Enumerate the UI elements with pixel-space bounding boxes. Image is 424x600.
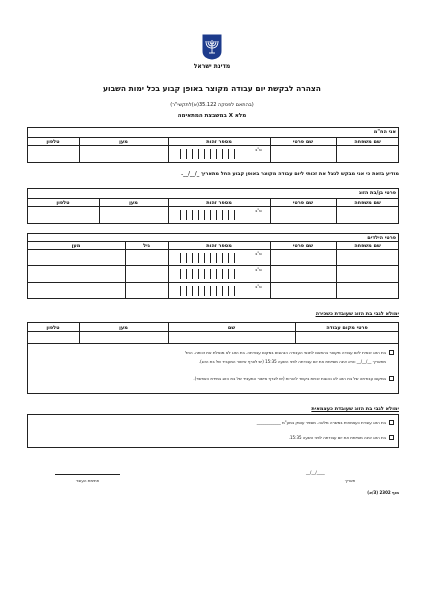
self-employed-option2-text: בת הזוג אינה מסיימת את יום עבודתה לפני השעה 15:35.	[288, 435, 386, 440]
employee-signature-label: חתימת העובד	[75, 478, 100, 483]
spouse-section-title: פרטי בן/בת הזוג	[358, 190, 396, 196]
employee-check-digit-label: ס"ב	[255, 147, 262, 152]
spouse-col-id: מספר זהות	[206, 200, 232, 206]
spouse-check-digit-label: ס"ב	[255, 208, 262, 213]
self-employed-option1-checkbox[interactable]	[389, 420, 394, 425]
state-name: מדינת ישראל	[193, 63, 231, 70]
employed-option1-checkbox[interactable]	[389, 350, 394, 355]
employee-section-title: אני הח"מ	[373, 129, 396, 135]
self-employed-option1-text: בת הזוג עובדת כעצמאית במשרה מלאה. מספר עוסק במע"מ ____________	[256, 420, 386, 425]
children-col-family: שם משפחה	[354, 243, 381, 249]
menorah-emblem-icon	[202, 34, 222, 60]
employed-col-name: שם	[227, 325, 236, 331]
employed-spouse-title: ימולא לגבי בת הזוג שעובדת כשכירה	[315, 311, 399, 317]
form-instruction: מלא X במשבצת המתאימה	[177, 113, 247, 119]
spouse-col-family: שם משפחה	[354, 200, 381, 206]
employee-col-family: שם משפחה	[354, 139, 381, 145]
spouse-col-phone: טלפון	[56, 200, 70, 206]
employee-signature-line[interactable]	[55, 474, 120, 475]
declaration-text: מודיע בזאת כי אני מבקש לנצל את זכותי ליום עבודה מקוצר באופן קבוע החל מתאריך _/__/__.	[181, 171, 399, 177]
children-col-id: מספר זהות	[206, 243, 232, 249]
child2-id-digit-boxes[interactable]	[180, 269, 235, 279]
child2-check-digit-label: ס"ב	[255, 267, 262, 272]
child3-id-digit-boxes[interactable]	[180, 286, 235, 296]
self-employed-title: ימולא לגבי בת הזוג שעובדת כעצמאית	[311, 406, 399, 412]
employee-col-address: מען	[119, 139, 128, 145]
children-col-address: מען	[71, 243, 81, 249]
spouse-col-address: מען	[129, 200, 138, 206]
employed-col-address: מען	[119, 325, 128, 331]
form-code: מוף 2302 (3/א)	[367, 490, 399, 495]
children-col-first: שם פרטי	[292, 243, 314, 249]
spouse-id-digit-boxes[interactable]	[180, 210, 235, 220]
form-title: הצהרה לבקשת יום עבודה מקוצר באופן קבוע בכל ימות השבוע	[103, 84, 321, 93]
employee-col-first: שם פרטי	[292, 139, 314, 145]
employed-col-phone: טלפון	[46, 325, 60, 331]
child1-id-digit-boxes[interactable]	[180, 253, 235, 263]
form-subtitle: (בהתאם לפסקה 35.122(א)לתקשי"ר)	[170, 102, 254, 108]
employed-col-workplace: פרטי מקום עבודה	[326, 325, 368, 331]
date-label: תאריך	[344, 478, 356, 483]
employed-option2-checkbox[interactable]	[389, 376, 394, 381]
employed-option2-text: במקום עבודתה של בת הזוג לא נהוגות זכויות בקשר להורות (יש לצרף אישור המעביד של בת הזוג במידת האפשר).	[193, 376, 386, 381]
employee-id-digit-boxes[interactable]	[180, 149, 235, 159]
employee-col-id: מספר זהות	[206, 139, 232, 145]
child1-check-digit-label: ס"ב	[255, 251, 262, 256]
date-field[interactable]: __/__/____	[306, 470, 325, 475]
employed-option1-line2: מתאריך __/__/__ והיא אינה מסיימת את יום עבודתה לפני השעה 15:35 (יש לצרף אישור המעביד של בת הזוג).	[198, 359, 386, 364]
children-col-age: גיל	[143, 243, 150, 249]
employed-spouse-section	[27, 322, 399, 394]
child3-check-digit-label: ס"ב	[255, 284, 262, 289]
children-section-title: פרטי הילדים	[367, 235, 396, 241]
employee-col-phone: טלפון	[46, 139, 60, 145]
employed-option1-line1: בת הזוג זכאית ליום עבודה מקוצר בהתאם לתנאי העבודה הנהוגים במקום עבודתה. בת הזוג לא מנצלת את זכותה. החל	[185, 350, 386, 355]
spouse-col-first: שם פרטי	[292, 200, 314, 206]
self-employed-option2-checkbox[interactable]	[389, 435, 394, 440]
